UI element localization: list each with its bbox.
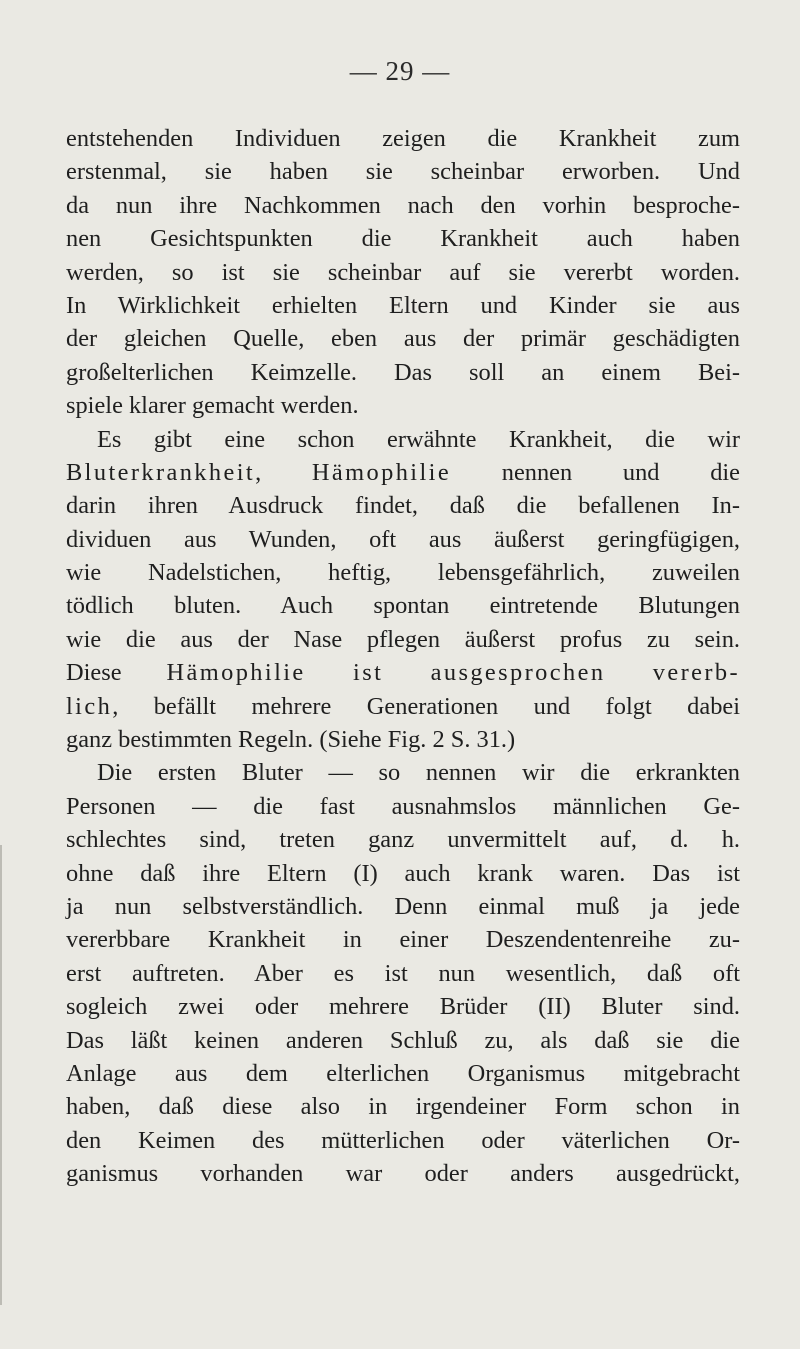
emphasized-phrase: Hämophilie ist ausgesprochen vererb- <box>166 659 740 687</box>
text-line: sogleich zwei oder mehrere Brüder (II) Bluter sind. <box>66 993 740 1021</box>
body-text <box>66 122 740 1191</box>
paragraph-end-line: ganz bestimmten Regeln. (Siehe Fig. 2 S. 31.) <box>66 726 516 754</box>
text-line: ohne daß ihre Eltern (I) auch krank waren. Das ist <box>66 859 740 887</box>
text-line: nen Gesichtspunkten die Krankheit auch haben <box>66 225 740 253</box>
text-line: ganismus vorhanden war oder anders ausgedrückt, <box>66 1160 740 1188</box>
text-line: der gleichen Quelle, eben aus der primär geschädigten <box>66 325 740 353</box>
text-line: den Keimen des mütterlichen oder väterlichen Or- <box>66 1126 740 1154</box>
text-line-emphasis: Diese Hämophilie ist ausgesprochen vererb- <box>66 659 740 687</box>
text-line: großelterlichen Keimzelle. Das soll an einem Bei- <box>66 358 740 386</box>
text-line: werden, so ist sie scheinbar auf sie vererbt worden. <box>66 258 740 286</box>
paragraph-end-line: spiele klarer gemacht werden. <box>66 392 359 420</box>
text-line: In Wirklichkeit erhielten Eltern und Kinder sie aus <box>66 291 740 319</box>
text-line: entstehenden Individuen zeigen die Krankheit zum <box>66 125 740 152</box>
emphasized-phrase: lich <box>66 692 113 720</box>
text-line: Anlage aus dem elterlichen Organismus mitgebracht <box>66 1059 740 1087</box>
text-line: wie die aus der Nase pflegen äußerst profus zu sein. <box>66 625 740 653</box>
text-line: darin ihren Ausdruck findet, daß die befallenen In- <box>66 492 740 520</box>
text-line: haben, daß diese also in irgendeiner Form schon in <box>66 1093 740 1121</box>
text-line: ja nun selbstverständlich. Denn einmal muß ja jede <box>66 892 740 920</box>
text-line: Personen — die fast ausnahmslos männlichen Ge- <box>66 792 740 820</box>
text-line: vererbbare Krankheit in einer Deszendentenreihe zu- <box>66 926 740 954</box>
emphasized-term: Bluterkrankheit <box>66 458 256 486</box>
text-line: erstenmal, sie haben sie scheinbar erworben. Und <box>66 158 740 186</box>
paragraph-start-line: Die ersten Bluter — so nennen wir die erkrankten <box>97 759 740 787</box>
text-line: dividuen aus Wunden, oft aus äußerst geringfügigen, <box>66 525 740 553</box>
paragraph-start-line: Es gibt eine schon erwähnte Krankheit, die wir <box>97 425 740 453</box>
text-line-emphasis: lich, befällt mehrere Generationen und folgt dabei <box>66 692 740 720</box>
emphasized-term: Hämophilie <box>311 458 452 486</box>
text-line: schlechtes sind, treten ganz unvermittelt auf, d. h. <box>66 826 740 854</box>
text-line-emphasis: Bluterkrankheit, Hämophilie nennen und die <box>66 458 740 486</box>
text-line: da nun ihre Nachkommen nach den vorhin besproche- <box>66 191 740 219</box>
page-number: — 29 — <box>349 56 451 86</box>
page-edge-shadow <box>0 845 2 1305</box>
text-line: Das läßt keinen anderen Schluß zu, als daß sie die <box>66 1026 740 1054</box>
text-line: erst auftreten. Aber es ist nun wesentlich, daß oft <box>66 959 740 987</box>
text-line: wie Nadelstichen, heftig, lebensgefährlich, zuweilen <box>66 559 740 587</box>
text-line: tödlich bluten. Auch spontan eintretende Blutungen <box>66 592 740 620</box>
